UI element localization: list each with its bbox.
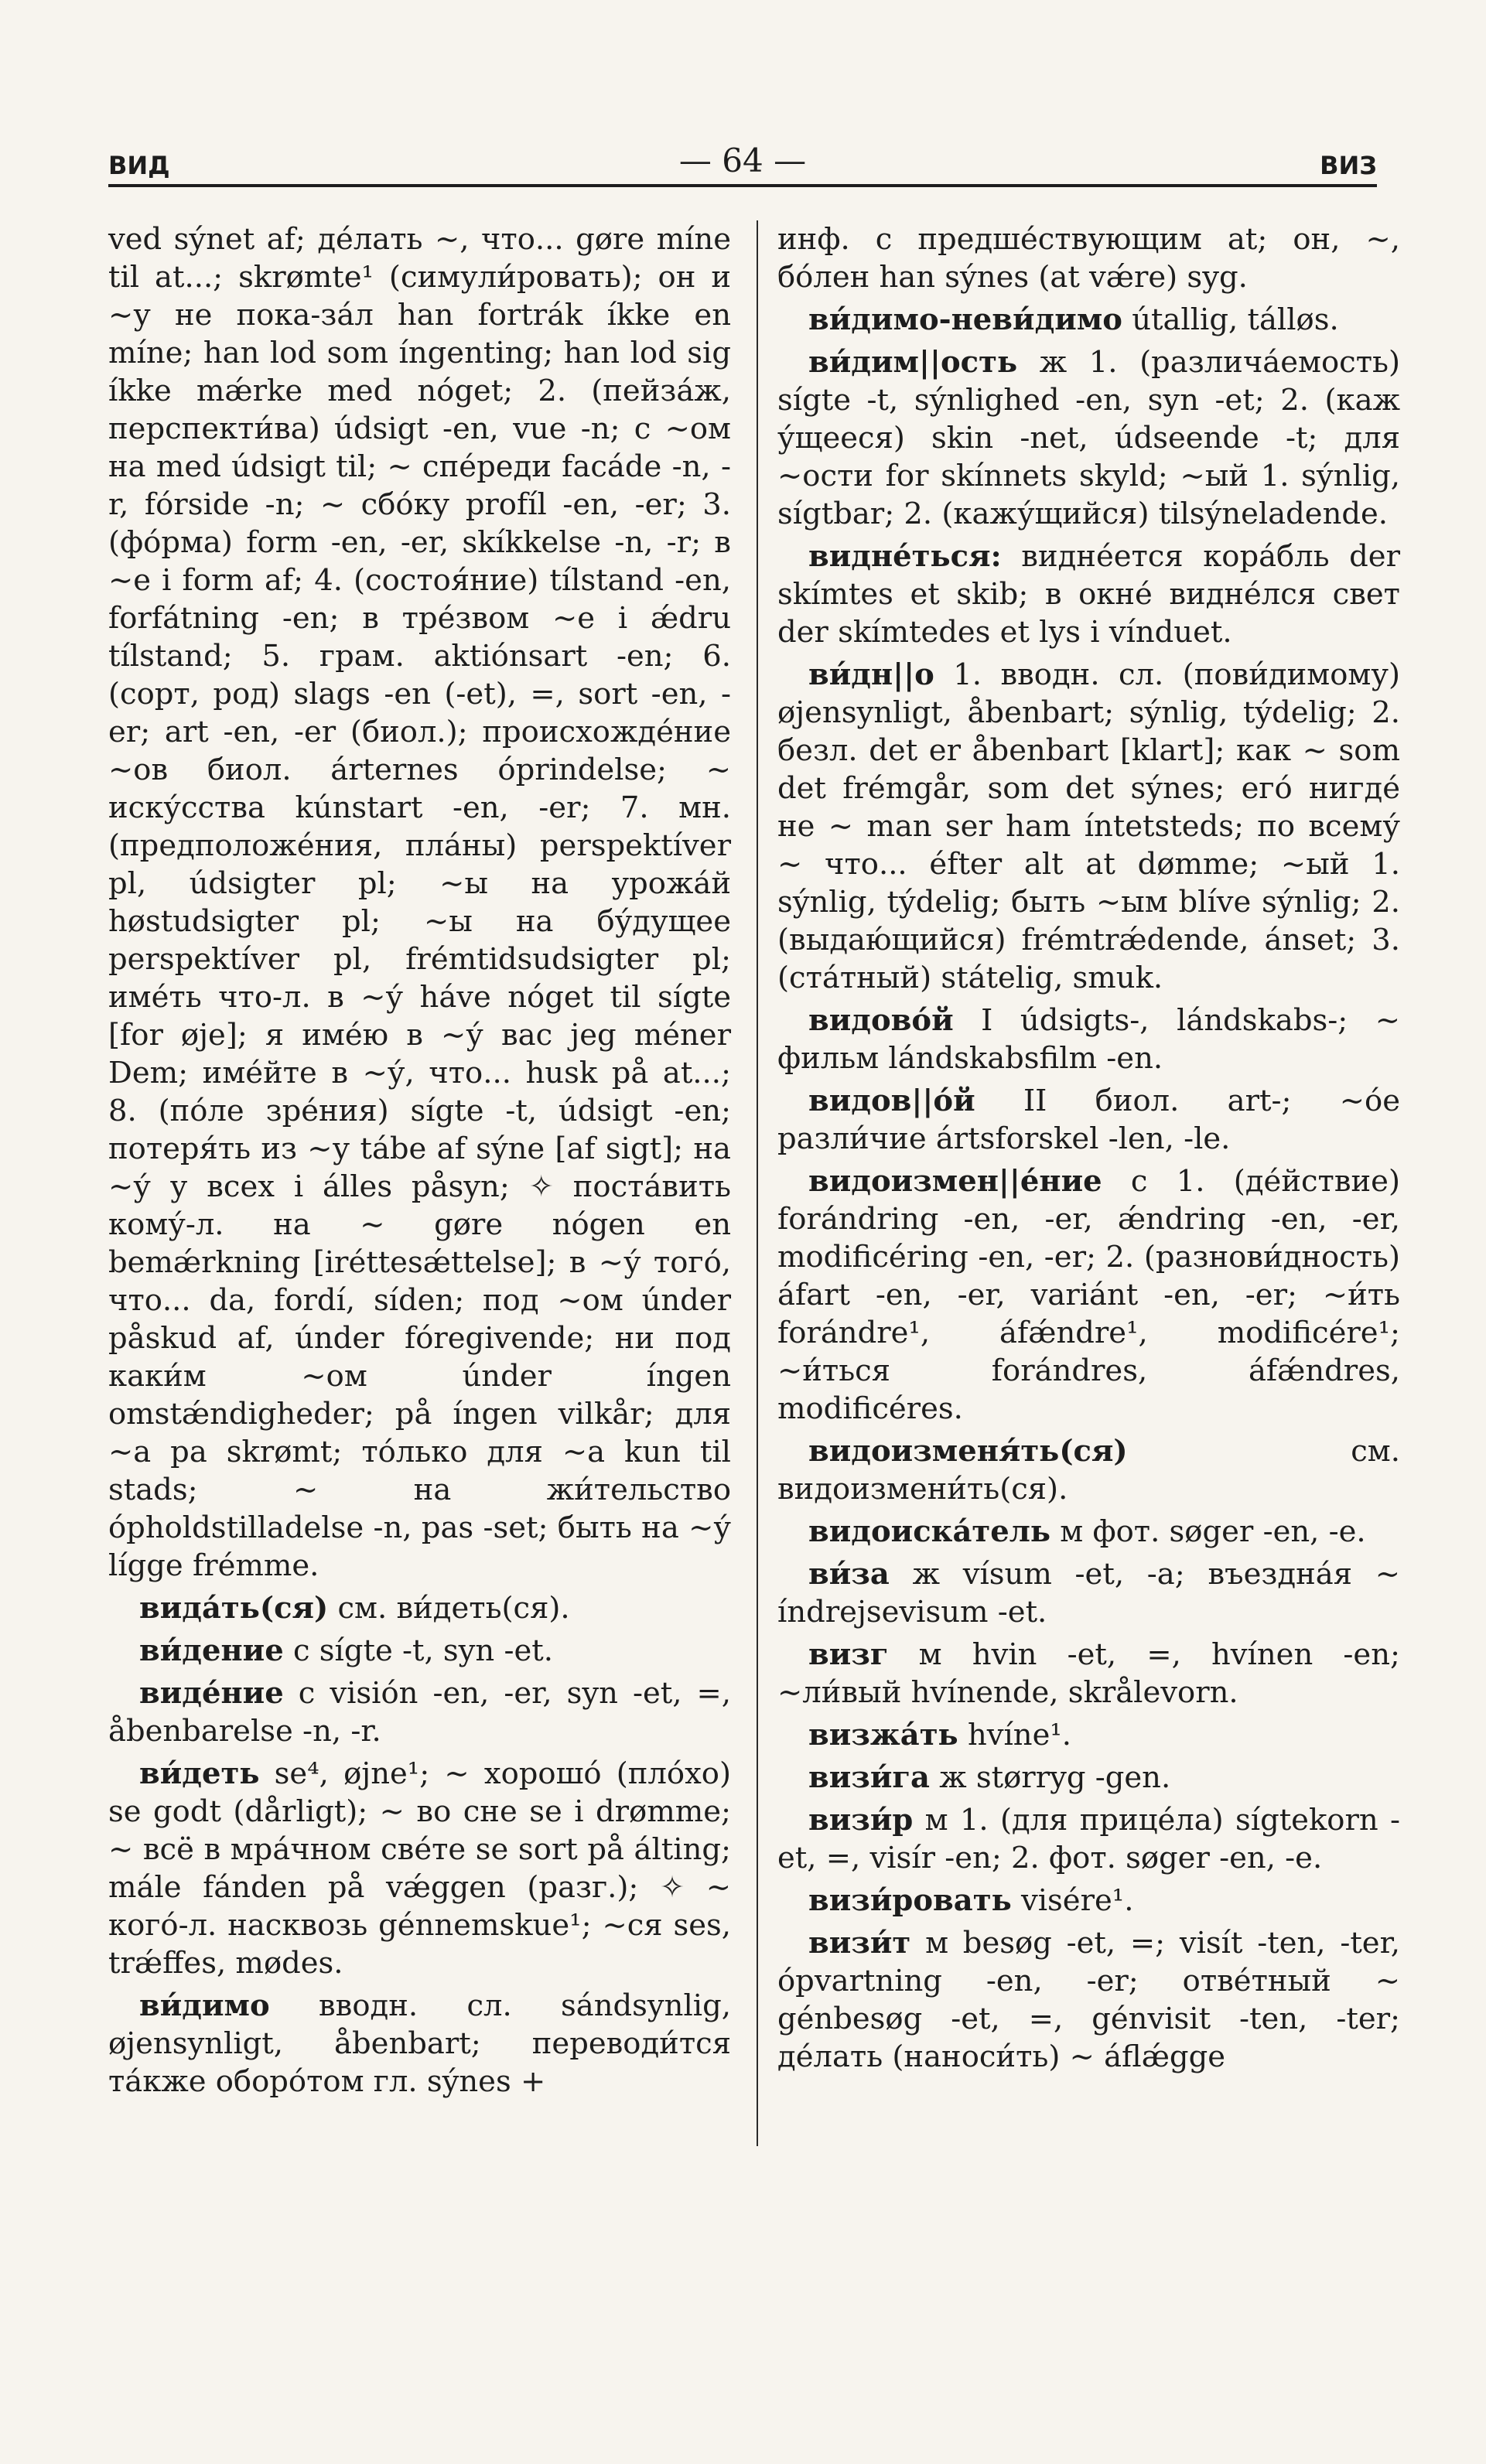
- dictionary-entry: [108, 1987, 731, 2101]
- dictionary-entry: [108, 1589, 731, 1627]
- entry-text: м besøg -et, =; visít -ten, -ter, ópvartning -en, -er; отве́тный ∼ génbesøg -et, =, génvisit -ten, -ter; де́лать (наноси́ть) ∼ áflǽgge: [777, 1926, 1400, 2074]
- entry-headword: визи́ровать: [808, 1883, 1012, 1918]
- page-header: [108, 135, 1377, 189]
- entry-headword: видоизменя́ть(ся): [808, 1434, 1128, 1469]
- dictionary-entry: [108, 1674, 731, 1750]
- entry-headword: ви́дн||о: [808, 657, 934, 692]
- entry-text: ж 1. (различа́емость) sígte -t, sýnlighed -en, syn -et; 2. (каж у́щееся) skin -net, údseende -t; для ∼ости for skínnets skyld; ∼ый 1. sýnlig, sígtbar; 2. (кажу́щийся) tilsýneladende.: [777, 345, 1400, 531]
- entry-headword: ви́дим||ость: [808, 345, 1018, 380]
- dictionary-entry: [777, 343, 1400, 533]
- entry-headword: визи́га: [808, 1760, 930, 1795]
- entry-text: ж størryg -gen.: [939, 1760, 1171, 1795]
- entry-text: I údsigts-, lándskabs-; ∼ фильм lándskabsfilm -en.: [777, 1003, 1400, 1076]
- entry-text: м 1. (для прице́ла) sígtekorn -et, =, visír -en; 2. фот. søger -en, -e.: [777, 1803, 1400, 1875]
- entry-text: se⁴, øjne¹; ∼ хорошо́ (пло́хо) se godt (dårligt); ∼ во сне se i drømme; ∼ всё в мра́чном све́те se sort på álting; mále fánden på vǽggen (разг.); ✧ ∼ кого́-л. насквозь génnemskue¹; ∼ся ses, trǽffes, mødes.: [108, 1756, 731, 1981]
- entry-headword: видов||о́й: [808, 1084, 975, 1118]
- entry-text: útallig, tálløs.: [1132, 302, 1339, 337]
- entry-headword: ви́дение: [139, 1633, 284, 1668]
- left-column: [108, 220, 731, 2105]
- dictionary-entry: [777, 301, 1400, 339]
- dictionary-entry: [777, 1801, 1400, 1877]
- entry-headword: видоиска́тель: [808, 1514, 1051, 1549]
- dictionary-entry: [777, 1882, 1400, 1920]
- dictionary-entry: [777, 220, 1400, 296]
- dictionary-entry: [777, 1162, 1400, 1428]
- entry-headword: ви́деть: [139, 1756, 260, 1791]
- page-number: — 64 —: [678, 142, 807, 179]
- entry-headword: ви́димо-неви́димо: [808, 302, 1122, 337]
- column-divider: [757, 220, 758, 2146]
- entry-text: с 1. (де́йствие) forándring -en, -er, ǽndring -en, -er, modificéring -en, -er; 2. (разнови́дность) áfart -en, -er, variánt -en, -er; ∼и́ть forándre¹, áfǽndre¹, modificére¹; ∼и́ться forándres, áfǽndres, modificéres.: [777, 1164, 1400, 1426]
- dictionary-entry: [777, 1924, 1400, 2076]
- dictionary-entry: [108, 1632, 731, 1670]
- dictionary-entry: [108, 1755, 731, 1982]
- dictionary-entry: [777, 1513, 1400, 1551]
- entry-headword: визжа́ть: [808, 1718, 958, 1752]
- entry-text: visére¹.: [1020, 1883, 1134, 1918]
- entry-headword: визи́р: [808, 1803, 914, 1838]
- entry-text: hvíne¹.: [967, 1718, 1072, 1752]
- entry-headword: вида́ть(ся): [139, 1591, 329, 1626]
- entry-text: м hvin -et, =, hvínen -en; ∼ли́вый hvínende, skrålevorn.: [777, 1637, 1400, 1710]
- entry-text: с sígte -t, syn -et.: [292, 1633, 553, 1668]
- entry-headword: видово́й: [808, 1003, 954, 1038]
- entry-headword: визи́т: [808, 1926, 911, 1961]
- entry-headword: виде́ние: [139, 1676, 284, 1711]
- left-running-headword: ВИД: [108, 151, 170, 180]
- entry-headword: видне́ться:: [808, 539, 1002, 574]
- dictionary-entry: [777, 656, 1400, 997]
- dictionary-entry: [108, 220, 731, 1585]
- entry-text: 1. вводн. сл. (пови́димому) øjensynligt, åbenbart; sýnlig, týdelig; 2. безл. det er åbenbart [klart]; как ∼ som det frémgår, som det sýnes; его́ нигде́ не ∼ man ser ham íntetsteds; по всему́ ∼ что... éfter alt at dømme; ∼ый 1. sýnlig, týdelig; быть ∼ым blíve sýnlig; 2. (выдаю́щийся) frémtrǽdende, ánset; 3. (ста́тный) státelig, smuk.: [777, 657, 1400, 995]
- right-running-headword: ВИЗ: [1320, 151, 1377, 180]
- header-rule: [108, 184, 1377, 187]
- entry-text: II биол. art-; ∼о́е разли́чие ártsforskel -len, -le.: [777, 1084, 1400, 1156]
- dictionary-entry: [777, 1432, 1400, 1508]
- entry-text: ж vísum -et, -a; въездна́я ∼ índrejsevisum -et.: [777, 1557, 1400, 1630]
- entry-text: см. ви́деть(ся).: [337, 1591, 570, 1626]
- entry-text: см. видоизмени́ть(ся).: [777, 1434, 1400, 1507]
- dictionary-entry: [777, 1636, 1400, 1711]
- dictionary-entry: [777, 1716, 1400, 1754]
- entry-text: с visión -en, -er, syn -et, =, åbenbarelse -n, -r.: [108, 1676, 731, 1749]
- entry-text: видне́ется кора́бль der skímtes et skib; в окне́ видне́лся свет der skímtedes et lys i vínduet.: [777, 539, 1400, 650]
- entry-text: м фот. søger -en, -e.: [1060, 1514, 1366, 1549]
- entry-text: ved sýnet af; де́лать ∼, что... gøre míne til at...; skrømte¹ (симули́ровать); он и ∼у не пока-за́л han fortrák íkke en míne; han lod som íngenting; han lod sig íkke mǽrke med nóget; 2. (пейза́ж, перспекти́ва) údsigt -en, vue -n; с ∼ом на med údsigt til; ∼ спе́реди facáde -n, -r, fórside -n; ∼ сбо́ку profíl -en, -er; 3. (фо́рма) form -en, -er, skíkkelse -n, -r; в ∼е i form af; 4. (состоя́ние) tílstand -en, forfátning -en; в тре́звом ∼е i ǽdru tílstand; 5. грам. aktiónsart -en; 6. (сорт, род) slags -en (-et), =, sort -en, -er; art -en, -er (биол.); происхожде́ние ∼ов биол. árternes óprindelse; ∼ иску́сства kúnstart -en, -er; 7. мн. (предположе́ния, пла́ны) perspektíver pl, údsigter pl; ∼ы на урожа́й høstudsigter pl; ∼ы на бу́дущее perspektíver pl, frémtidsudsigter pl; име́ть что-л. в ∼у́ háve nóget til sígte [for øje]; я име́ю в ∼у́ вас jeg méner Dem; име́йте в ∼у́, что... husk på at...; 8. (по́ле зре́ния) sígte -t, údsigt -en; потеря́ть из ∼у tábe af sýne [af sigt]; на ∼у́ у всех i álles påsyn; ✧ поста́вить кому́-л. на ∼ gøre nógen en bemǽrkning [iréttesǽttelse]; в ∼у́ того́, что... da, fordí, síden; под ∼ом únder påskud af, únder fóregivende; ни под каки́м ∼ом únder íngen omstǽndigheder; på íngen vilkår; для ∼а pa skrømt; то́лько для ∼а kun til stads; ∼ на жи́тельство ópholdstilladelse -n, pas -set; быть на ∼у́ lígge frémme.: [108, 222, 731, 1583]
- dictionary-entry: [777, 1082, 1400, 1158]
- dictionary-entry: [777, 538, 1400, 651]
- entry-headword: ви́за: [808, 1557, 890, 1592]
- entry-headword: ви́димо: [139, 1988, 270, 2023]
- dictionary-entry: [777, 1759, 1400, 1797]
- dictionary-entry: [777, 1002, 1400, 1077]
- entry-headword: видоизмен||е́ние: [808, 1164, 1102, 1199]
- entry-headword: визг: [808, 1637, 889, 1672]
- dictionary-entry: [777, 1555, 1400, 1631]
- entry-text: инф. с предше́ствующим at; он, ∼, бо́лен han sýnes (at vǽre) syg.: [777, 222, 1400, 295]
- entry-text: вводн. сл. sándsynlig, øjensynligt, åbenbart; переводи́тся та́кже оборо́том гл. sýnes +: [108, 1988, 731, 2099]
- right-column: [777, 220, 1400, 2080]
